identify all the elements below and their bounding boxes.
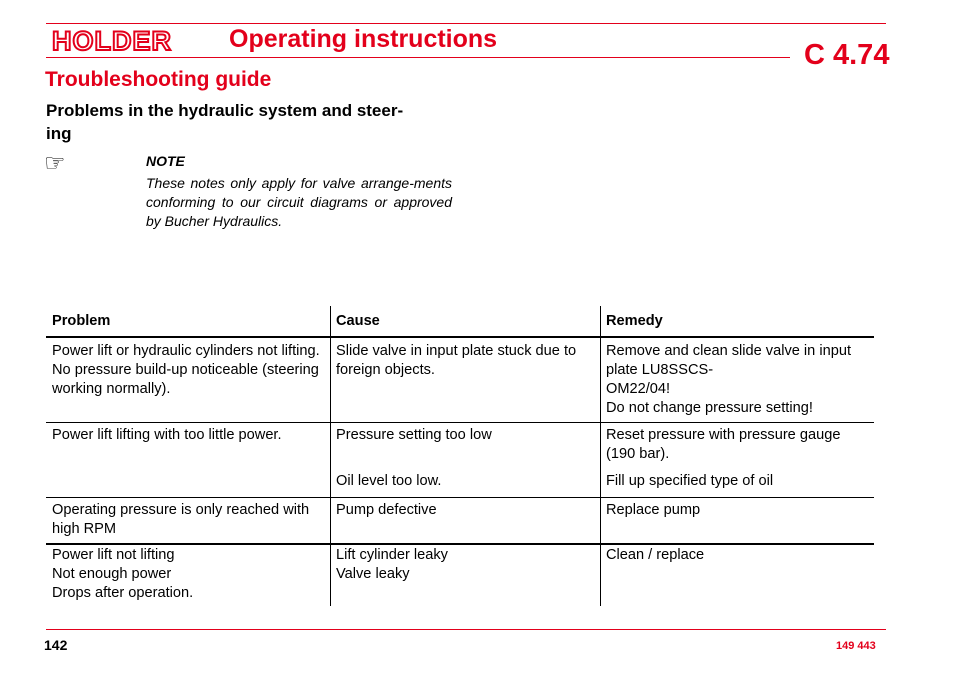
- table-cell-problem: Operating pressure is only reached with high RPM: [52, 502, 310, 537]
- column-header-cause: Cause: [336, 313, 380, 329]
- header-rule-top: [46, 23, 886, 24]
- table-cell-remedy: Clean / replace: [606, 547, 705, 563]
- row-divider: [46, 422, 874, 423]
- header-rule-bottom: [46, 57, 790, 58]
- row-divider: [46, 497, 874, 498]
- subsection-title: Problems in the hydraulic system and steer- ing: [46, 101, 404, 143]
- document-title: Operating instructions: [229, 25, 498, 53]
- table-cell-problem: Power lift lifting with too little power.: [52, 427, 282, 443]
- note-text: These notes only apply for valve arrange-ments conforming to our circuit diagrams or approved by Bucher Hydraulics.: [146, 175, 452, 229]
- holder-logo: HOLDER: [52, 26, 172, 56]
- note-label: NOTE: [146, 153, 185, 169]
- table-cell-cause: Slide valve in input plate stuck due to foreign objects.: [336, 343, 577, 378]
- table-cell-remedy: Reset pressure with pressure gauge (190 bar).: [606, 427, 841, 462]
- page-number: 142: [44, 637, 68, 653]
- column-header-problem: Problem: [52, 313, 111, 329]
- header-rule: [46, 336, 874, 338]
- troubleshooting-table: [46, 306, 874, 606]
- table-cell-cause: Pump defective: [336, 502, 437, 518]
- column-header-remedy: Remedy: [606, 313, 663, 329]
- table-cell-cause: Pressure setting too low: [336, 427, 492, 443]
- row-divider: [46, 543, 874, 545]
- column-divider: [330, 306, 331, 606]
- table-cell-cause: Lift cylinder leaky Valve leaky: [336, 547, 448, 582]
- table-cell-problem: Power lift or hydraulic cylinders not lifting. No pressure build-up noticeable (steering working normally).: [52, 343, 320, 397]
- document-number: 149 443: [836, 640, 876, 652]
- column-divider: [600, 306, 601, 606]
- footer-rule: [46, 629, 886, 630]
- table-cell-cause-2: Oil level too low.: [336, 473, 442, 489]
- section-title: Troubleshooting guide: [45, 68, 272, 91]
- table-cell-remedy-2: Fill up specified type of oil: [606, 473, 774, 489]
- table-cell-remedy: Remove and clean slide valve in input plate LU8SSCS- OM22/04! Do not change pressure setting!: [606, 343, 851, 416]
- table-cell-problem: Power lift not lifting Not enough power Drops after operation.: [52, 547, 194, 601]
- table-cell-remedy: Replace pump: [606, 502, 701, 518]
- page-code: C 4.74: [804, 39, 890, 71]
- pointing-hand-icon: ☞: [44, 150, 66, 177]
